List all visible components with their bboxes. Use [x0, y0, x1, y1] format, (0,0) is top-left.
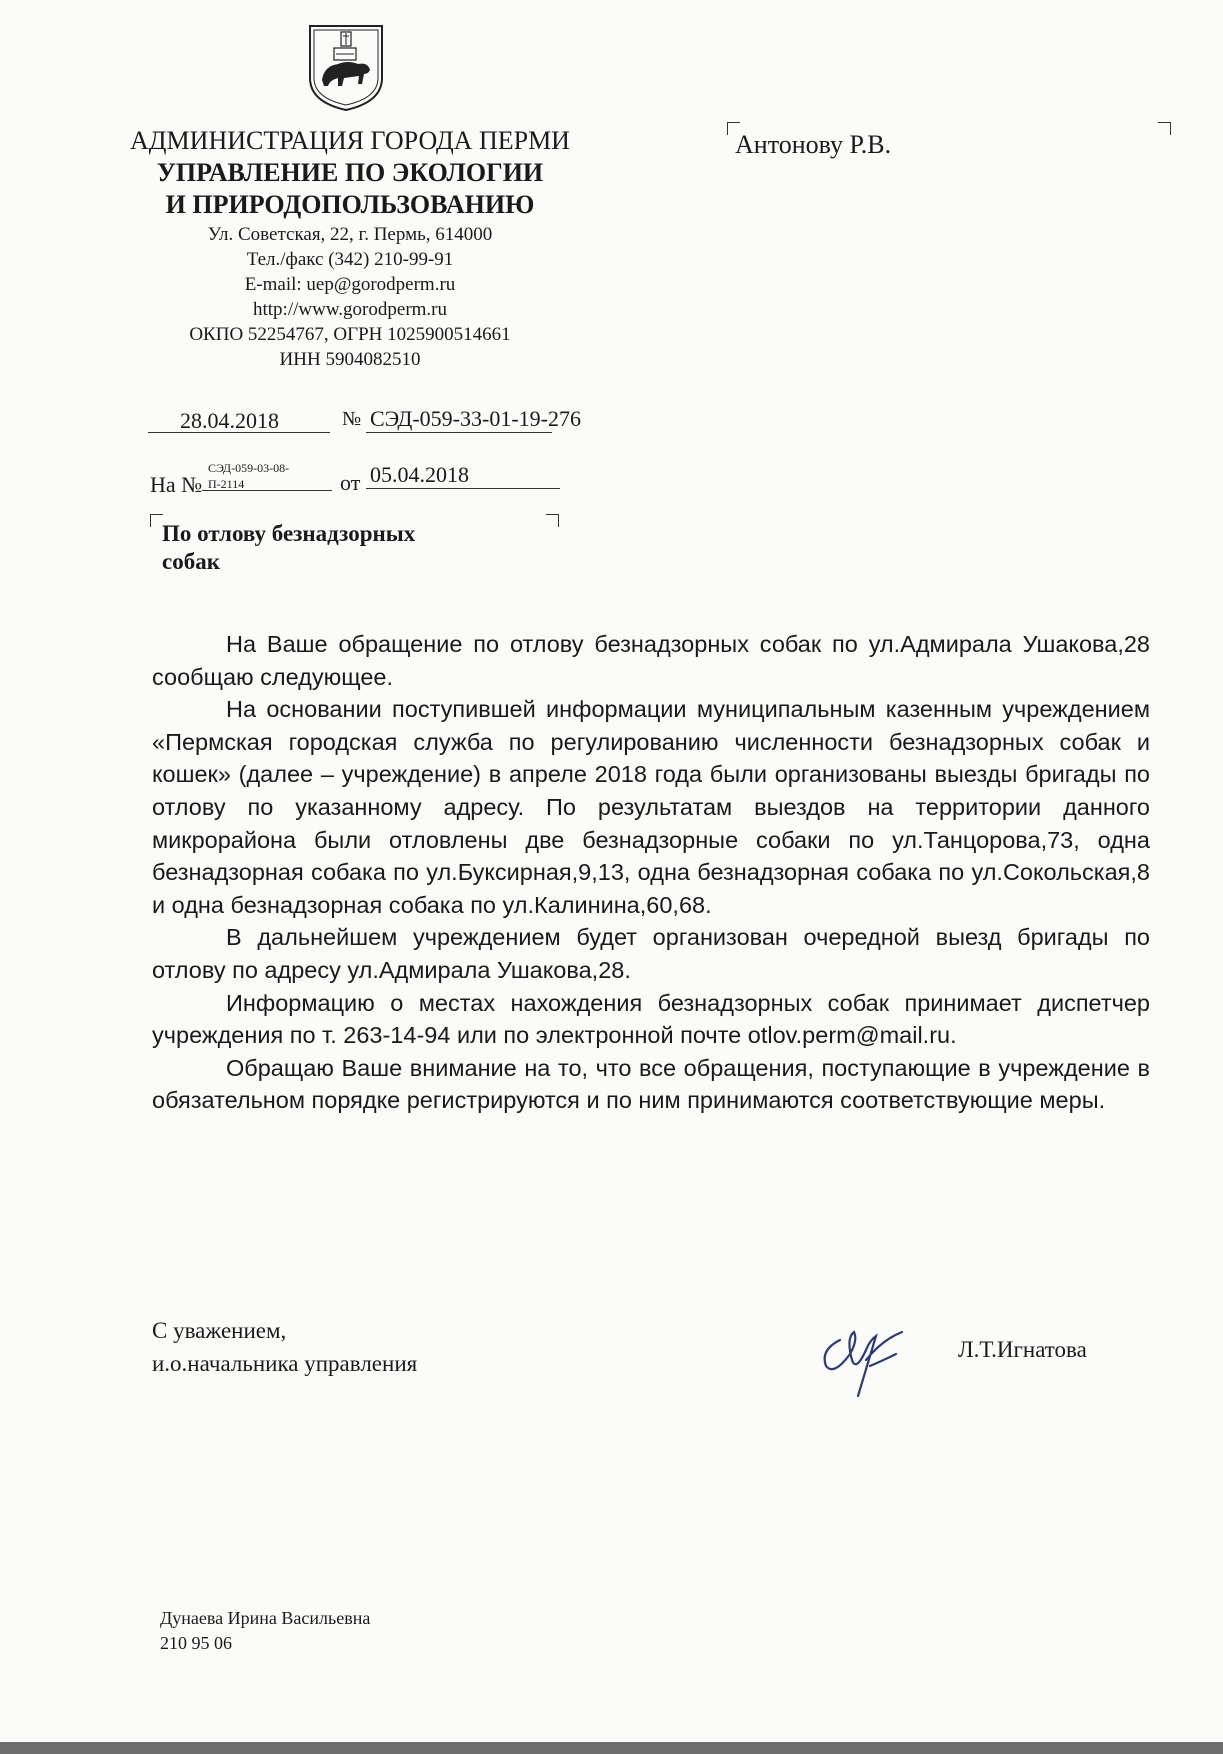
executor-block — [160, 1606, 370, 1656]
handwritten-signature — [810, 1310, 930, 1400]
closing-block — [152, 1314, 417, 1380]
administration-name: АДМИНИСТРАЦИЯ ГОРОДА ПЕРМИ — [130, 126, 570, 155]
executor-phone: 210 95 06 — [160, 1633, 232, 1653]
signer-name: Л.Т.Игнатова — [958, 1337, 1087, 1362]
outgoing-number-underline — [366, 432, 552, 433]
outgoing-number: СЭД-059-33-01-19-276 — [370, 406, 581, 431]
signer-position: и.о.начальника управления — [152, 1351, 418, 1376]
subject-line1: По отлову безнадзорных — [162, 521, 416, 546]
subject-line2: собак — [162, 549, 220, 574]
outgoing-date-underline — [148, 432, 330, 433]
inn: ИНН 5904082510 — [279, 349, 421, 370]
body-paragraph: На основании поступившей информации муниципальным казенным учреждением «Пермская городская служба по регулированию численности безнадзорных собак и кошек» (далее – учреждение) в апреле 2018 года были организованы выезды бригады по отлову по указанному адресу. По результатам выездов на территории данного микрорайона были отловлены две безнадзорные собаки по ул.Танцорова,73, одна безнадзорная собака по ул.Буксирная,9,13, одна безнадзорная собака по ул.Сокольская,8 и одна безнадзорная собака по ул.Калинина,60,68. — [152, 696, 1150, 918]
phone: Тел./факс (342) 210-99-91 — [246, 249, 454, 270]
incoming-date-underline — [366, 488, 560, 489]
perm-coat-of-arms-icon — [304, 18, 388, 113]
body-paragraph: На Ваше обращение по отлову безнадзорных собак по ул.Адмирала Ушакова,28 сообщаю следующее. — [152, 631, 1150, 690]
department-name-line1: УПРАВЛЕНИЕ ПО ЭКОЛОГИИ — [156, 158, 544, 187]
body-paragraph: Информацию о местах нахождения безнадзорных собак принимает диспетчер учреждения по т. 263-14-94 или по электронной почте otlov.perm@mail.ru. — [152, 989, 1150, 1049]
regards: С уважением, — [152, 1318, 287, 1343]
incoming-number: СЭД-059-03-08-П-2114 — [208, 461, 290, 491]
incoming-date: 05.04.2018 — [370, 462, 469, 487]
contact-block — [140, 222, 560, 372]
outgoing-date: 28.04.2018 — [180, 408, 279, 433]
incoming-from-label: от — [340, 470, 361, 495]
letter-body — [152, 628, 1150, 1117]
body-paragraph: В дальнейшем учреждением будет организован очередной выезд бригады по отлову по адресу ул.Адмирала Ушакова,28. — [152, 924, 1150, 983]
scan-bottom-edge — [0, 1742, 1223, 1754]
executor-name: Дунаева Ирина Васильевна — [160, 1608, 371, 1628]
incoming-number-underline — [202, 490, 332, 491]
body-paragraph: Обращаю Ваше внимание на то, что все обращения, поступающие в учреждение в обязательном порядке регистрируются и по ним принимаются соответствующие меры. — [152, 1054, 1150, 1114]
email: E-mail: uep@gorodperm.ru — [244, 274, 456, 295]
outgoing-number-label: № — [342, 408, 362, 430]
incoming-prefix: На № — [150, 472, 203, 497]
subject-corner-right — [546, 514, 559, 527]
registry-codes: ОКПО 52254767, ОГРН 1025900514661 — [189, 324, 511, 345]
department-name-line2: И ПРИРОДОПОЛЬЗОВАНИЮ — [165, 190, 535, 219]
address: Ул. Советская, 22, г. Пермь, 614000 — [207, 224, 493, 245]
addressee: Антонову Р.В. — [735, 130, 892, 159]
website: http://www.gorodperm.ru — [252, 299, 448, 320]
addressee-corner-right — [1158, 122, 1171, 135]
subject — [162, 520, 415, 576]
